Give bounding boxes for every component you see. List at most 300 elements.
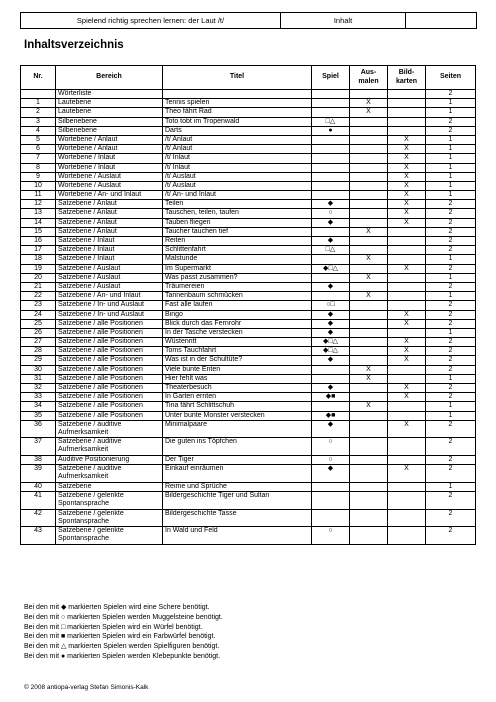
cell-bildkarten (388, 411, 426, 420)
cell-ausmalen (350, 237, 388, 246)
cell-bereich: Satzebene / auditive Aufmerksamkeit (56, 438, 163, 456)
page-title: Inhaltsverzeichnis (24, 39, 124, 51)
cell-ausmalen (350, 154, 388, 163)
cell-bildkarten (388, 255, 426, 264)
cell-nr: 8 (21, 163, 56, 172)
cell-spiel: ◆ (312, 465, 350, 483)
cell-spiel (312, 108, 350, 117)
table-row (21, 310, 476, 319)
cell-seiten: 1 (426, 411, 476, 420)
cell-bereich: Satzebene / Anlaut (56, 209, 163, 218)
cell-nr: 24 (21, 310, 56, 319)
col-header-ausmalen: Aus- malen (350, 66, 388, 90)
cell-bildkarten (388, 491, 426, 509)
cell-spiel (312, 99, 350, 108)
cell-nr: 22 (21, 292, 56, 301)
legend-line: Bei den mit ◆ markierten Spielen wird eine Schere benötigt. (24, 604, 210, 611)
col-header-seiten: Seiten (426, 66, 476, 90)
cell-bildkarten (388, 227, 426, 236)
cell-bereich: Wörterliste (56, 90, 163, 99)
cell-bereich: Satzebene / auditive Aufmerksamkeit (56, 420, 163, 438)
cell-ausmalen (350, 90, 388, 99)
cell-bildkarten (388, 509, 426, 527)
table-row (21, 145, 476, 154)
table-row (21, 393, 476, 402)
cell-nr: 32 (21, 384, 56, 393)
cell-titel: Blick durch das Fernrohr (163, 319, 312, 328)
cell-nr: 14 (21, 218, 56, 227)
cell-nr: 26 (21, 328, 56, 337)
cell-spiel: ○ (312, 455, 350, 464)
cell-spiel (312, 402, 350, 411)
cell-nr: 33 (21, 393, 56, 402)
cell-seiten: 2 (426, 455, 476, 464)
cell-spiel: □△ (312, 246, 350, 255)
cell-seiten: 2 (426, 126, 476, 135)
cell-bildkarten (388, 527, 426, 545)
cell-nr: 11 (21, 191, 56, 200)
cell-nr: 27 (21, 338, 56, 347)
cell-spiel (312, 181, 350, 190)
cell-bereich: Auditive Positionierung (56, 455, 163, 464)
cell-spiel: ◆■ (312, 393, 350, 402)
cell-bildkarten: X (388, 319, 426, 328)
cell-bildkarten (388, 90, 426, 99)
cell-bildkarten: X (388, 310, 426, 319)
cell-seiten: 1 (426, 135, 476, 144)
cell-nr (21, 90, 56, 99)
cell-ausmalen (350, 491, 388, 509)
table-header-row (21, 66, 476, 90)
cell-seiten: 2 (426, 301, 476, 310)
table-row (21, 108, 476, 117)
cell-ausmalen (350, 191, 388, 200)
cell-bereich: Satzebene / Inlaut (56, 237, 163, 246)
table-row (21, 255, 476, 264)
contents-table (20, 65, 476, 545)
cell-spiel (312, 154, 350, 163)
cell-titel: Träumereien (163, 282, 312, 291)
cell-seiten: 2 (426, 338, 476, 347)
cell-ausmalen: X (350, 99, 388, 108)
cell-ausmalen (350, 301, 388, 310)
cell-seiten: 2 (426, 365, 476, 374)
legend-line: Bei den mit ■ markierten Spielen wird ein Farbwürfel benötigt. (24, 633, 216, 641)
cell-bereich: Silbenebene (56, 126, 163, 135)
cell-spiel (312, 365, 350, 374)
cell-bereich: Satzebene / alle Positionen (56, 374, 163, 383)
cell-bereich: Satzebene / gelenkte Spontansprache (56, 527, 163, 545)
cell-spiel (312, 90, 350, 99)
cell-bildkarten (388, 455, 426, 464)
cell-bildkarten: X (388, 145, 426, 154)
cell-titel: Fast alle laufen (163, 301, 312, 310)
cell-bildkarten (388, 301, 426, 310)
cell-ausmalen (350, 393, 388, 402)
table-row (21, 356, 476, 365)
cell-titel: /t/ Anlaut (163, 135, 312, 144)
cell-seiten: 2 (426, 509, 476, 527)
header-section: Inhalt (281, 13, 406, 28)
cell-spiel: ◆■ (312, 411, 350, 420)
cell-ausmalen (350, 482, 388, 491)
cell-nr: 20 (21, 273, 56, 282)
legend-line: Bei den mit ○ markierten Spielen werden Muggelsteine benötigt. (24, 613, 223, 621)
cell-nr: 34 (21, 402, 56, 411)
table-row (21, 99, 476, 108)
cell-bildkarten (388, 237, 426, 246)
table-row (21, 465, 476, 483)
cell-titel: Reime und Sprüche (163, 482, 312, 491)
cell-bildkarten (388, 328, 426, 337)
cell-bereich: Wortebene / Inlaut (56, 163, 163, 172)
cell-bereich: Satzebene / auditive Aufmerksamkeit (56, 465, 163, 483)
table-row (21, 135, 476, 144)
cell-nr: 6 (21, 145, 56, 154)
table-row (21, 191, 476, 200)
cell-seiten: 2 (426, 438, 476, 456)
cell-bildkarten (388, 402, 426, 411)
cell-ausmalen: X (350, 292, 388, 301)
cell-ausmalen: X (350, 402, 388, 411)
table-row (21, 374, 476, 383)
cell-titel: Die guten ins Töpfchen (163, 438, 312, 456)
table-row (21, 246, 476, 255)
cell-spiel: ◆ (312, 282, 350, 291)
table-row (21, 181, 476, 190)
cell-bildkarten (388, 108, 426, 117)
cell-ausmalen (350, 117, 388, 126)
cell-titel: Tauschen, teilen, taufen (163, 209, 312, 218)
cell-seiten: 1 (426, 172, 476, 181)
cell-bildkarten: X (388, 384, 426, 393)
table-row (21, 237, 476, 246)
cell-spiel: ● (312, 126, 350, 135)
cell-titel: Viele bunte Enten (163, 365, 312, 374)
table-row (21, 200, 476, 209)
cell-bereich: Satzebene (56, 482, 163, 491)
cell-seiten: 2 (426, 246, 476, 255)
table-row (21, 227, 476, 236)
cell-titel: Hier fehlt was (163, 374, 312, 383)
cell-seiten: 1 (426, 145, 476, 154)
cell-titel (163, 90, 312, 99)
cell-bildkarten: X (388, 347, 426, 356)
cell-bereich: Satzebene / Auslaut (56, 273, 163, 282)
cell-spiel: ◆ (312, 420, 350, 438)
cell-spiel: ◆ (312, 200, 350, 209)
table-row (21, 338, 476, 347)
cell-bereich: Wortebene / An- und Inlaut (56, 191, 163, 200)
cell-bereich: Wortebene / Auslaut (56, 172, 163, 181)
cell-spiel (312, 145, 350, 154)
col-header-nr: Nr. (21, 66, 56, 90)
cell-titel: Der Tiger (163, 455, 312, 464)
cell-nr: 25 (21, 319, 56, 328)
cell-ausmalen (350, 163, 388, 172)
cell-bildkarten: X (388, 218, 426, 227)
cell-spiel: □△ (312, 117, 350, 126)
cell-nr: 43 (21, 527, 56, 545)
cell-bereich: Satzebene / Inlaut (56, 246, 163, 255)
cell-nr: 17 (21, 246, 56, 255)
table-row (21, 126, 476, 135)
cell-bereich: Satzebene / Anlaut (56, 200, 163, 209)
cell-bildkarten: X (388, 181, 426, 190)
table-row (21, 455, 476, 464)
cell-seiten: 1 (426, 328, 476, 337)
cell-bildkarten (388, 273, 426, 282)
cell-bereich: Satzebene / Auslaut (56, 282, 163, 291)
table-row (21, 301, 476, 310)
cell-seiten: 2 (426, 90, 476, 99)
cell-titel: Theaterbesuch (163, 384, 312, 393)
table-row (21, 402, 476, 411)
cell-nr: 23 (21, 301, 56, 310)
col-header-titel: Titel (163, 66, 312, 90)
page-header (20, 12, 477, 29)
cell-seiten: 1 (426, 181, 476, 190)
cell-ausmalen (350, 282, 388, 291)
cell-seiten: 2 (426, 310, 476, 319)
cell-ausmalen (350, 328, 388, 337)
cell-seiten: 1 (426, 99, 476, 108)
cell-titel: /t/ Inlaut (163, 163, 312, 172)
cell-titel: Darts (163, 126, 312, 135)
cell-nr: 28 (21, 347, 56, 356)
cell-spiel: ◆□△ (312, 347, 350, 356)
table-row (21, 117, 476, 126)
cell-seiten: 1 (426, 402, 476, 411)
table-row (21, 273, 476, 282)
cell-ausmalen (350, 411, 388, 420)
cell-nr: 4 (21, 126, 56, 135)
cell-bildkarten: X (388, 172, 426, 181)
cell-spiel: ◆□△ (312, 264, 350, 273)
cell-ausmalen (350, 310, 388, 319)
cell-ausmalen (350, 319, 388, 328)
cell-nr: 21 (21, 282, 56, 291)
cell-titel: Bildergeschichte Tiger und Sultan (163, 491, 312, 509)
cell-ausmalen (350, 356, 388, 365)
cell-spiel (312, 374, 350, 383)
cell-bildkarten (388, 246, 426, 255)
cell-titel: Taucher tauchen tief (163, 227, 312, 236)
table-row (21, 90, 476, 99)
cell-spiel (312, 292, 350, 301)
cell-titel: Theo fährt Rad (163, 108, 312, 117)
cell-bildkarten (388, 126, 426, 135)
table-row (21, 292, 476, 301)
cell-spiel: ○□ (312, 301, 350, 310)
table-row (21, 218, 476, 227)
cell-ausmalen (350, 438, 388, 456)
cell-titel: /t/ An- und Inlaut (163, 191, 312, 200)
cell-ausmalen (350, 126, 388, 135)
cell-nr: 42 (21, 509, 56, 527)
cell-seiten: 2 (426, 209, 476, 218)
cell-seiten: 2 (426, 347, 476, 356)
cell-nr: 39 (21, 465, 56, 483)
cell-titel: In der Tasche verstecken (163, 328, 312, 337)
cell-ausmalen (350, 527, 388, 545)
table-row (21, 154, 476, 163)
cell-bildkarten: X (388, 209, 426, 218)
cell-bildkarten (388, 117, 426, 126)
cell-bereich: Satzebene / In- und Auslaut (56, 301, 163, 310)
cell-bereich: Lautebene (56, 99, 163, 108)
cell-bereich: Satzebene / alle Positionen (56, 411, 163, 420)
cell-spiel (312, 482, 350, 491)
cell-seiten: 1 (426, 191, 476, 200)
cell-seiten: 2 (426, 527, 476, 545)
cell-titel: Im Supermarkt (163, 264, 312, 273)
cell-bereich: Silbenebene (56, 117, 163, 126)
table-row (21, 438, 476, 456)
table-row (21, 365, 476, 374)
cell-ausmalen (350, 135, 388, 144)
cell-titel: Wüstenritt (163, 338, 312, 347)
cell-seiten: 1 (426, 108, 476, 117)
cell-ausmalen (350, 384, 388, 393)
cell-ausmalen (350, 172, 388, 181)
cell-bereich: Wortebene / Anlaut (56, 145, 163, 154)
cell-titel: Schlittenfahrt (163, 246, 312, 255)
cell-bildkarten (388, 438, 426, 456)
cell-nr: 7 (21, 154, 56, 163)
copyright-footer: © 2008 antiopa-verlag Stefan Simonis-Kalk (24, 684, 149, 691)
cell-seiten: 2 (426, 465, 476, 483)
cell-titel: In Wald und Feld (163, 527, 312, 545)
legend (24, 603, 223, 662)
table-row (21, 420, 476, 438)
table-row (21, 172, 476, 181)
cell-bereich: Satzebene / alle Positionen (56, 338, 163, 347)
cell-seiten: 1 (426, 292, 476, 301)
cell-ausmalen (350, 509, 388, 527)
cell-ausmalen (350, 200, 388, 209)
table-row (21, 509, 476, 527)
cell-ausmalen: X (350, 227, 388, 236)
cell-bereich: Wortebene / Inlaut (56, 154, 163, 163)
cell-titel: /t/ Inlaut (163, 154, 312, 163)
cell-titel: Einkauf einräumen (163, 465, 312, 483)
cell-seiten: 2 (426, 237, 476, 246)
cell-spiel: ○ (312, 209, 350, 218)
cell-bereich: Satzebene / An- und Inlaut (56, 292, 163, 301)
cell-bereich: Satzebene / Inlaut (56, 255, 163, 264)
cell-spiel: ◆ (312, 218, 350, 227)
cell-titel: Bingo (163, 310, 312, 319)
cell-ausmalen (350, 181, 388, 190)
table-row (21, 384, 476, 393)
table-row (21, 163, 476, 172)
cell-bildkarten: X (388, 338, 426, 347)
cell-titel: Was ist in der Schultüte? (163, 356, 312, 365)
cell-seiten: 2 (426, 384, 476, 393)
cell-bereich: Satzebene / Anlaut (56, 227, 163, 236)
col-header-bildkarten: Bild- karten (388, 66, 426, 90)
cell-bildkarten (388, 292, 426, 301)
cell-bereich: Satzebene / alle Positionen (56, 319, 163, 328)
cell-ausmalen (350, 145, 388, 154)
cell-ausmalen (350, 246, 388, 255)
cell-ausmalen: X (350, 273, 388, 282)
cell-titel: Tauben fliegen (163, 218, 312, 227)
legend-line: Bei den mit ● markierten Spielen werden Klebepunkte benötigt. (24, 652, 221, 660)
cell-nr: 5 (21, 135, 56, 144)
cell-seiten: 2 (426, 420, 476, 438)
cell-titel: Minimalpaare (163, 420, 312, 438)
cell-ausmalen (350, 264, 388, 273)
cell-nr: 19 (21, 264, 56, 273)
cell-bereich: Satzebene / alle Positionen (56, 384, 163, 393)
cell-titel: In Garten ernten (163, 393, 312, 402)
cell-ausmalen (350, 209, 388, 218)
cell-seiten: 1 (426, 374, 476, 383)
cell-titel: Tannenbaum schmücken (163, 292, 312, 301)
cell-seiten: 2 (426, 264, 476, 273)
cell-bereich: Satzebene / gelenkte Spontansprache (56, 491, 163, 509)
cell-spiel (312, 191, 350, 200)
cell-ausmalen: X (350, 374, 388, 383)
cell-ausmalen (350, 455, 388, 464)
cell-bildkarten: X (388, 264, 426, 273)
cell-seiten: 2 (426, 356, 476, 365)
cell-spiel (312, 227, 350, 236)
cell-ausmalen: X (350, 255, 388, 264)
table-row (21, 491, 476, 509)
cell-bildkarten (388, 282, 426, 291)
cell-bereich: Satzebene / alle Positionen (56, 365, 163, 374)
cell-nr: 36 (21, 420, 56, 438)
cell-spiel: ◆ (312, 310, 350, 319)
cell-bildkarten (388, 374, 426, 383)
table-row (21, 347, 476, 356)
cell-titel: /t/ Auslaut (163, 172, 312, 181)
cell-bereich: Lautebene (56, 108, 163, 117)
cell-bereich: Satzebene / alle Positionen (56, 347, 163, 356)
cell-nr: 18 (21, 255, 56, 264)
cell-titel: Bildergeschichte Tasse (163, 509, 312, 527)
cell-ausmalen (350, 218, 388, 227)
cell-seiten: 2 (426, 282, 476, 291)
cell-bildkarten: X (388, 191, 426, 200)
cell-bildkarten (388, 99, 426, 108)
cell-titel: Malstunde (163, 255, 312, 264)
cell-seiten: 2 (426, 319, 476, 328)
cell-nr: 10 (21, 181, 56, 190)
cell-ausmalen (350, 420, 388, 438)
cell-bildkarten: X (388, 420, 426, 438)
cell-titel: Tina fährt Schlittschuh (163, 402, 312, 411)
cell-spiel (312, 255, 350, 264)
cell-nr: 31 (21, 374, 56, 383)
cell-nr: 38 (21, 455, 56, 464)
cell-spiel: ◆ (312, 328, 350, 337)
cell-spiel (312, 273, 350, 282)
cell-spiel (312, 163, 350, 172)
cell-bereich: Satzebene / Anlaut (56, 218, 163, 227)
cell-nr: 16 (21, 237, 56, 246)
cell-spiel (312, 135, 350, 144)
cell-spiel: ○ (312, 527, 350, 545)
cell-nr: 30 (21, 365, 56, 374)
table-row (21, 411, 476, 420)
cell-nr: 15 (21, 227, 56, 236)
cell-bildkarten: X (388, 163, 426, 172)
cell-seiten: 2 (426, 200, 476, 209)
